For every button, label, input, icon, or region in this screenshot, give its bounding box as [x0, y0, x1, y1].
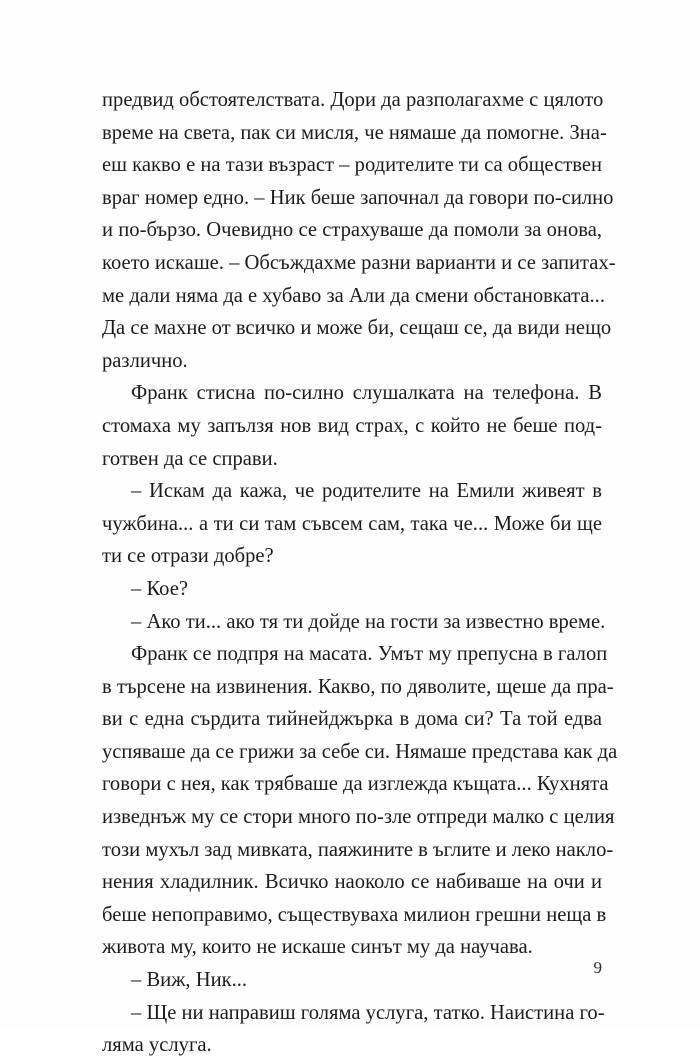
text-line: различно.	[102, 349, 188, 372]
text-line: този мухъл зад мивката, паяжините в ъглите и леко накло-	[102, 838, 614, 861]
text-line: нения хладилник. Всичко наоколо се набиваше на очи и	[102, 871, 602, 894]
text-line: Да се махне от всичко и може би, сещаш се, да види нещо	[102, 317, 612, 340]
text-line: – Ще ни направиш голяма услуга, татко. Наистина го-	[131, 1001, 605, 1024]
text-line: ти се отрази добре?	[102, 545, 274, 568]
text-line: ме дали няма да е хубаво за Али да смени обстановката...	[102, 284, 605, 307]
text-line: предвид обстоятелствата. Дори да разполагахме с цялото	[102, 89, 604, 111]
text-line: ляма услуга.	[102, 1034, 212, 1057]
page-number: 9	[593, 958, 602, 977]
text-line: враг номер едно. – Ник беше започнал да говори по-силно	[102, 186, 614, 209]
text-line: което искаше. – Обсъждахме разни варианти и се запитах-	[102, 251, 616, 274]
text-line: изведнъж му се стори много по-зле отпреди малко с целия	[102, 806, 615, 829]
body-text	[102, 84, 618, 1062]
text-line: в търсене на извинения. Какво, по дяволите, щеше да пра-	[102, 675, 614, 698]
text-line: беше непоправимо, съществуваха милион грешни неща в	[102, 903, 607, 926]
text-line: еш какво е на тази възраст – родителите ти са обществен	[102, 154, 602, 177]
text-line: – Виж, Ник...	[131, 969, 248, 992]
text-line: време на света, пак си мисля, че нямаше да помогне. Зна-	[102, 121, 607, 144]
text-line: – Искам да кажа, че родителите на Емили живеят в	[131, 480, 602, 503]
text-line: ви с една сърдита тийнейджърка в дома си? Та той едва	[102, 708, 602, 731]
text-line: говори с нея, как трябваше да изглежда къщата... Кухнята	[102, 773, 609, 796]
text-line: – Ако ти... ако тя ти дойде на гости за известно време.	[131, 610, 606, 633]
text-line: и по-бързо. Очевидно се страхуваше да помоли за онова,	[102, 219, 602, 242]
text-line: чужбина... а ти си там съвсем сам, така че... Може би ще	[102, 512, 602, 535]
text-line: готвен да се справи.	[102, 447, 278, 470]
text-line: успяваше да се грижи за себе си. Нямаше представа как да	[102, 740, 618, 763]
text-line: Франк стисна по-силно слушалката на телефона. В	[131, 382, 602, 405]
text-line: живота му, които не искаше синът му да научава.	[102, 936, 533, 959]
text-line: Франк се подпря на масата. Умът му препусна в галоп	[131, 643, 608, 666]
text-line: стомаха му запълзя нов вид страх, с който не беше под-	[102, 414, 602, 437]
text-line: – Кое?	[131, 577, 188, 600]
